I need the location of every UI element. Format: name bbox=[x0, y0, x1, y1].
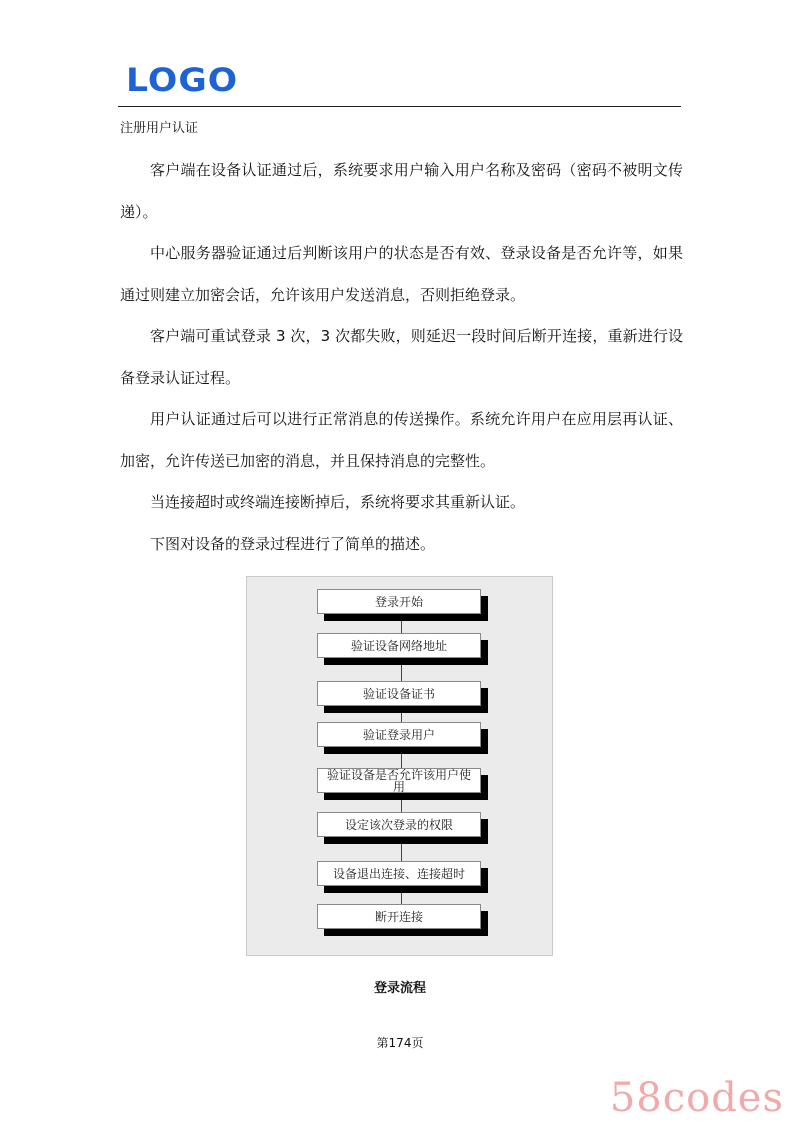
flow-step bbox=[317, 633, 481, 658]
flow-step-label: 设定该次登录的权限 bbox=[317, 812, 481, 837]
paragraph: 客户端在设备认证通过后，系统要求用户输入用户名称及密码（密码不被明文传递）。 bbox=[120, 161, 683, 221]
flow-step bbox=[317, 722, 481, 747]
flow-step-label: 验证设备证书 bbox=[317, 681, 481, 706]
paragraph: 中心服务器验证通过后判断该用户的状态是否有效、登录设备是否允许等，如果通过则建立加密会话，允许该用户发送消息，否则拒绝登录。 bbox=[120, 244, 683, 304]
flow-step-label: 验证设备是否允许该用户使用 bbox=[317, 768, 481, 793]
header-divider bbox=[118, 106, 681, 107]
logo: LOGO bbox=[126, 61, 239, 99]
paragraph: 下图对设备的登录过程进行了简单的描述。 bbox=[150, 534, 436, 553]
flow-step-label: 设备退出连接、连接超时 bbox=[317, 861, 481, 886]
paragraph: 客户端可重试登录 3 次，3 次都失败，则延迟一段时间后断开连接，重新进行设备登录认证过程。 bbox=[120, 327, 683, 387]
flow-step-label: 验证登录用户 bbox=[317, 722, 481, 747]
flow-step bbox=[317, 681, 481, 706]
flow-step bbox=[317, 589, 481, 614]
flow-step bbox=[317, 861, 481, 886]
body-text bbox=[120, 150, 683, 565]
flow-step-label: 登录开始 bbox=[317, 589, 481, 614]
login-flow-diagram bbox=[246, 576, 553, 956]
paragraph: 用户认证通过后可以进行正常消息的传送操作。系统允许用户在应用层再认证、加密，允许传送已加密的消息，并且保持消息的完整性。 bbox=[120, 410, 683, 470]
flow-step bbox=[317, 812, 481, 837]
figure-caption: 登录流程 bbox=[373, 981, 426, 996]
section-title: 注册用户认证 bbox=[120, 121, 199, 136]
watermark: 58codes bbox=[609, 1075, 784, 1121]
paragraph: 当连接超时或终端连接断掉后，系统将要求其重新认证。 bbox=[150, 493, 526, 511]
flow-step-label: 验证设备网络地址 bbox=[317, 633, 481, 658]
flow-step-label: 断开连接 bbox=[317, 904, 481, 929]
flow-step bbox=[317, 768, 481, 793]
page-number: 第174页 bbox=[376, 1036, 424, 1050]
flow-step bbox=[317, 904, 481, 929]
